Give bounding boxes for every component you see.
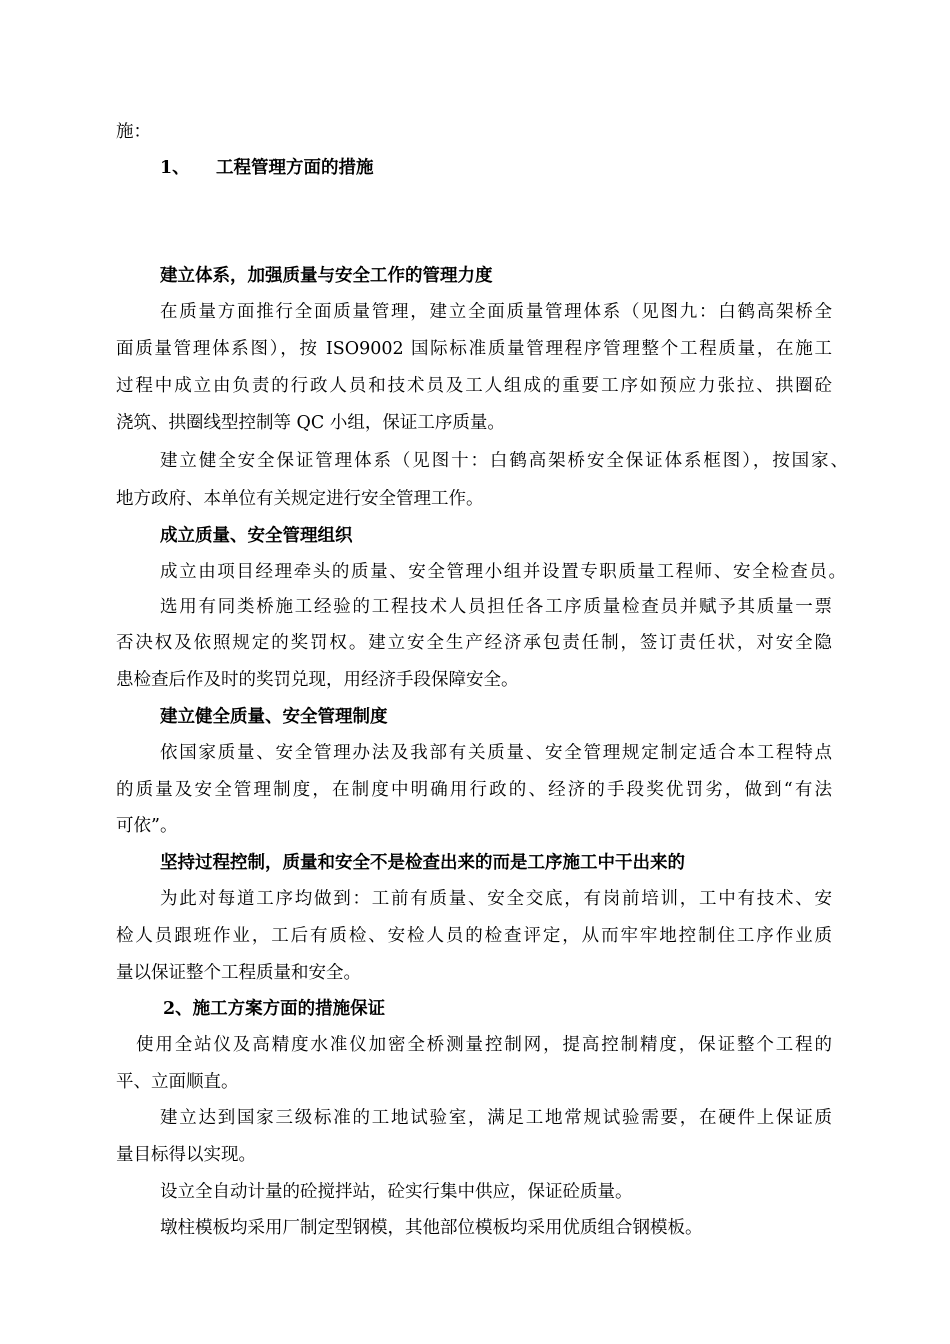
para-rules-line-3: 可依”。 xyxy=(116,816,178,836)
heading-org: 成立质量、安全管理组织 xyxy=(160,526,353,546)
section1-number: 1、 xyxy=(160,158,190,178)
section1-heading xyxy=(160,158,660,178)
para-org-line-1: 成立由项目经理牵头的质量、安全管理小组并设置专职质量工程师、安全检查员。 xyxy=(160,562,846,582)
section2-heading: 2、施工方案方面的措施保证 xyxy=(163,999,386,1019)
para-process-line-2: 检人员跟班作业，工后有质检、安检人员的检查评定，从而牢牢地控制住工序作业质 xyxy=(116,926,832,946)
heading-system: 建立体系，加强质量与安全工作的管理力度 xyxy=(160,266,493,286)
para-quality-line-2: 面质量管理体系图），按 ISO9002 国际标准质量管理程序管理整个工程质量，在施工 xyxy=(116,339,832,359)
para-survey-line-1: 使用全站仪及高精度水准仪加密全桥测量控制网，提高控制精度，保证整个工程的 xyxy=(136,1035,832,1055)
para-quality-line-4: 浇筑、拱圈线型控制等 QC 小组，保证工序质量。 xyxy=(116,413,505,433)
top-fragment: 施： xyxy=(116,122,151,142)
para-process-line-1: 为此对每道工序均做到：工前有质量、安全交底，有岗前培训，工中有技术、安 xyxy=(160,889,832,909)
para-survey-line-2: 平、立面顺直。 xyxy=(116,1072,239,1092)
para-mixing: 设立全自动计量的砼搅拌站，砼实行集中供应，保证砼质量。 xyxy=(160,1182,633,1202)
para-org2-line-1: 选用有同类桥施工经验的工程技术人员担任各工序质量检查员并赋予其质量一票 xyxy=(160,597,832,617)
para-lab-line-2: 量目标得以实现。 xyxy=(116,1145,256,1165)
heading-process: 坚持过程控制，质量和安全不是检查出来的而是工序施工中干出来的 xyxy=(160,853,685,873)
para-formwork: 墩柱模板均采用厂制定型钢模，其他部位模板均采用优质组合钢模板。 xyxy=(160,1218,703,1238)
para-safety-line-2: 地方政府、本单位有关规定进行安全管理工作。 xyxy=(116,489,484,509)
heading-rules: 建立健全质量、安全管理制度 xyxy=(160,707,388,727)
para-rules-line-1: 依国家质量、安全管理办法及我部有关质量、安全管理规定制定适合本工程特点 xyxy=(160,743,832,763)
para-lab-line-1: 建立达到国家三级标准的工地试验室，满足工地常规试验需要，在硬件上保证质 xyxy=(160,1108,832,1128)
para-quality-line-3: 过程中成立由负责的行政人员和技术员及工人组成的重要工序如预应力张拉、拱圈砼 xyxy=(116,376,832,396)
para-org2-line-2: 否决权及依照规定的奖罚权。建立安全生产经济承包责任制，签订责任状，对安全隐 xyxy=(116,633,832,653)
para-rules-line-2: 的质量及安全管理制度，在制度中明确用行政的、经济的手段奖优罚劣，做到“有法 xyxy=(116,780,832,800)
para-safety-line-1: 建立健全安全保证管理体系（见图十：白鹤高架桥安全保证体系框图），按国家、 xyxy=(160,451,848,471)
para-process-line-3: 量以保证整个工程质量和安全。 xyxy=(116,963,361,983)
para-quality-line-1: 在质量方面推行全面质量管理，建立全面质量管理体系（见图九：白鹤高架桥全 xyxy=(160,302,832,322)
section1-title: 工程管理方面的措施 xyxy=(216,158,374,178)
para-org2-line-3: 患检查后作及时的奖罚兑现，用经济手段保障安全。 xyxy=(116,670,519,690)
